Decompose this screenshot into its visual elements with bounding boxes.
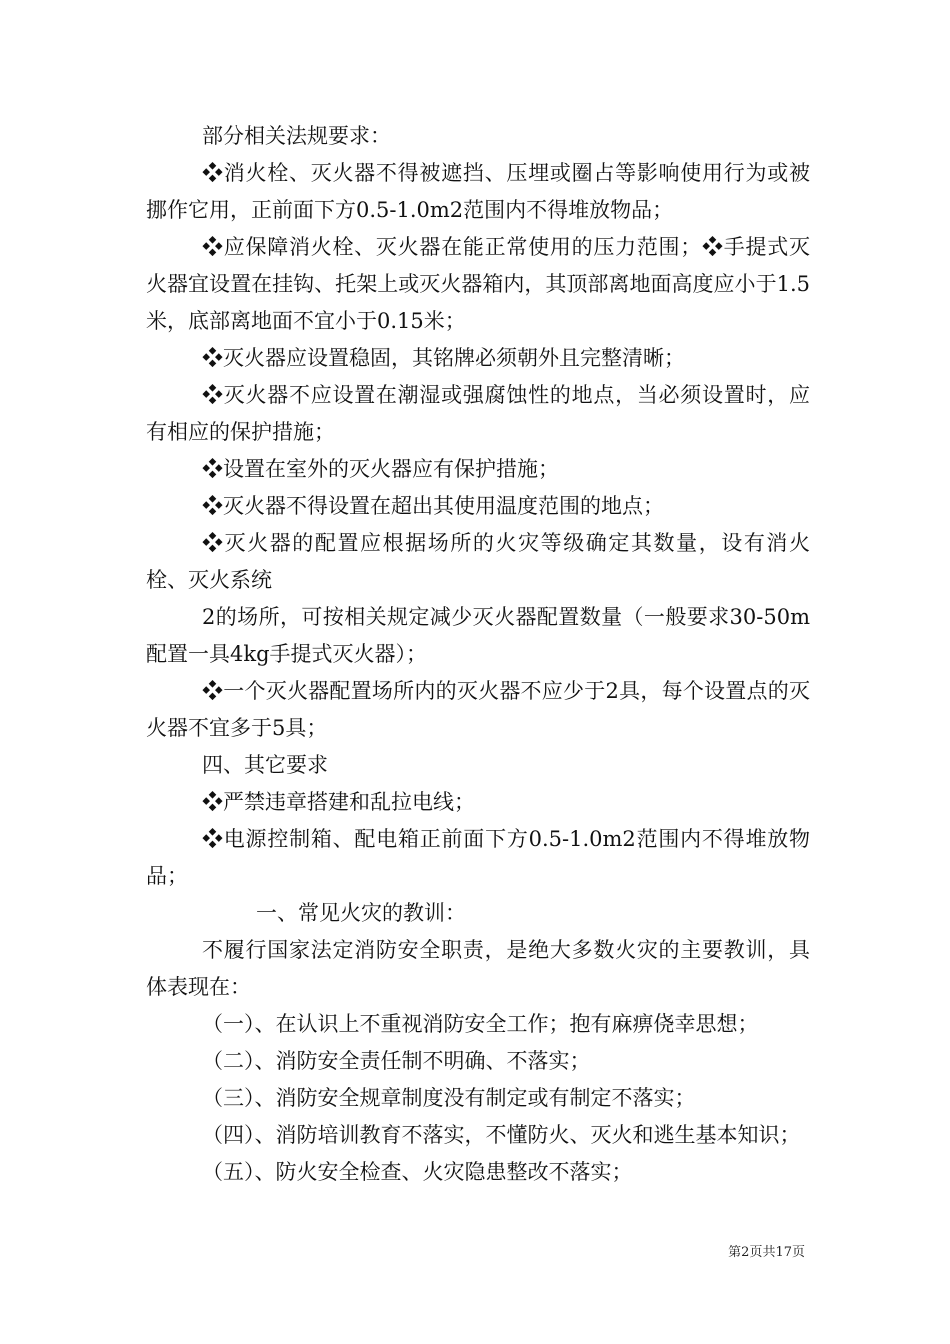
paragraph-7: ❖灭火器不得设置在超出其使用温度范围的地点； [202,494,664,518]
paragraph-10: ❖一个灭火器配置场所内的灭火器不应少于2具，每个设置点的灭火器不宜多于5具； [146,679,810,740]
paragraph-9: 2的场所，可按相关规定减少灭火器配置数量（一般要求30-50m配置一具4kg手提式灭火器）； [146,605,810,666]
page-number: 第2页共17页 [728,1245,805,1260]
paragraph-4: ❖灭火器应设置稳固，其铭牌必须朝外且完整清晰； [202,346,685,370]
paragraph-15: 不履行国家法定消防安全职责，是绝大多数火灾的主要教训，具体表现在： [146,938,810,999]
paragraph-2: ❖消火栓、灭火器不得被遮挡、压埋或圈占等影响使用行为或被挪作它用，正前面下方0.5-1.0m2范围内不得堆放物品； [146,161,810,222]
paragraph-12: ❖严禁违章搭建和乱拉电线； [202,790,475,814]
section-heading-lessons: 一、常见火灾的教训： [256,901,466,925]
list-item-2: （二）、消防安全责任制不明确、不落实； [202,1049,591,1073]
paragraph-6: ❖设置在室外的灭火器应有保护措施； [202,457,559,481]
list-item-4: （四）、消防培训教育不落实，不懂防火、灭火和逃生基本知识； [202,1123,801,1147]
paragraph-3: ❖应保障消火栓、灭火器在能正常使用的压力范围；❖手提式灭火器宜设置在挂钩、托架上或灭火器箱内，其顶部离地面高度应小于1.5米，底部离地面不宜小于0.15米； [146,235,810,333]
paragraph-5: ❖灭火器不应设置在潮湿或强腐蚀性的地点，当必须设置时，应有相应的保护措施； [146,383,810,444]
section-heading-other: 四、其它要求 [202,753,328,777]
list-item-3: （三）、消防安全规章制度没有制定或有制定不落实； [202,1086,696,1110]
list-item-5: （五）、防火安全检查、火灾隐患整改不落实； [202,1160,633,1184]
paragraph-13: ❖电源控制箱、配电箱正前面下方0.5-1.0m2范围内不得堆放物品； [146,827,810,888]
list-item-1: （一）、在认识上不重视消防安全工作；抱有麻痹侥幸思想； [202,1012,759,1036]
paragraph-1: 部分相关法规要求： [202,124,391,148]
document-body [146,118,810,1191]
paragraph-8: ❖灭火器的配置应根据场所的火灾等级确定其数量，设有消火栓、灭火系统 [146,531,810,592]
